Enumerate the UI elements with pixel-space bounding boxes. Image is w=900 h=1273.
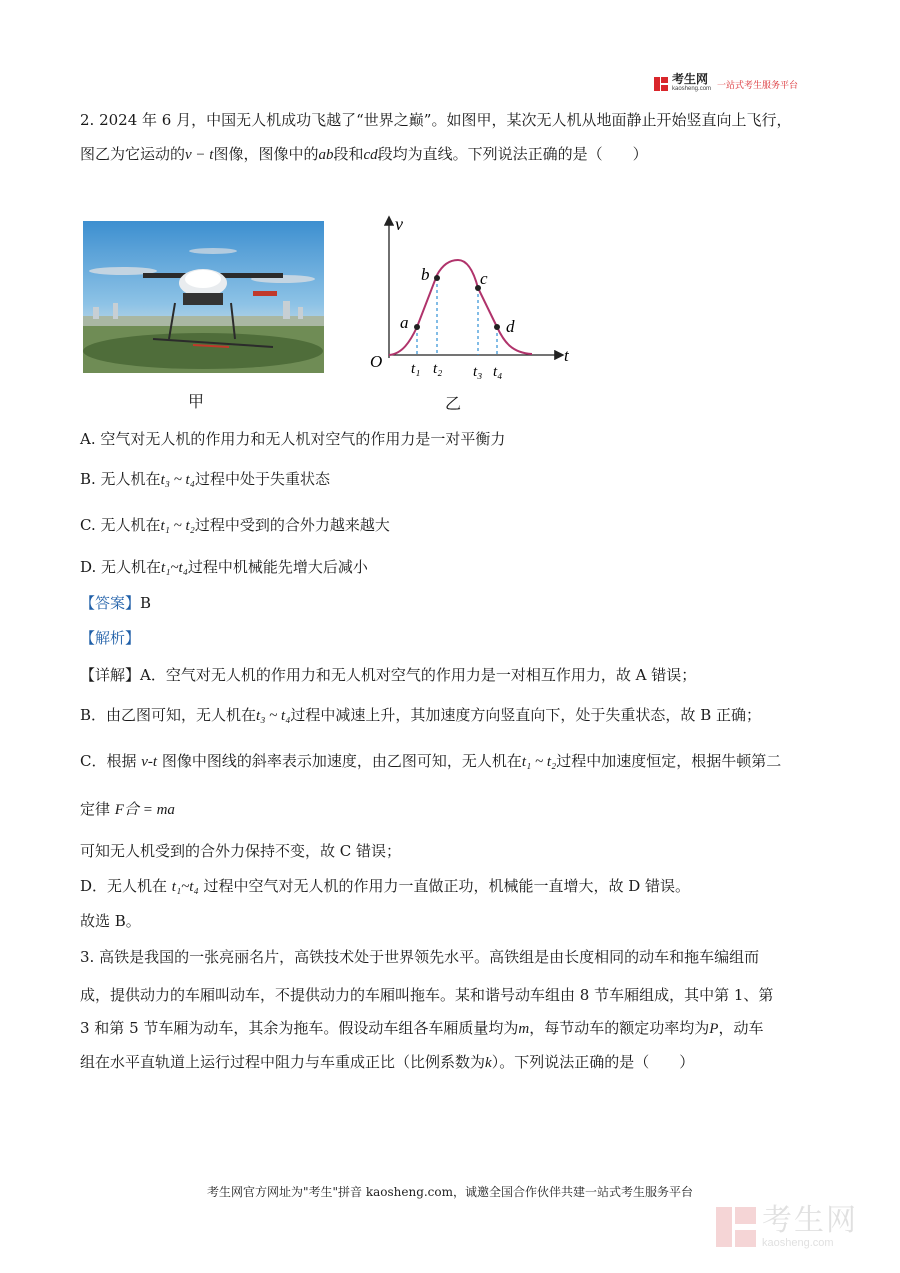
analysis-label: 【解析】: [80, 629, 141, 647]
vt-graph: [362, 210, 577, 385]
answer-line: 【答案】B: [80, 594, 152, 612]
option-b: B. 无人机在t₃ ~ t₄过程中处于失重状态: [80, 470, 330, 488]
logo-name: 考生网: [672, 72, 709, 86]
footer-text: 考生网官方网址为"考生"拼音 kaosheng.com，诚邀全国合作伙伴共建一站式考生服务平台: [206, 1185, 694, 1199]
caption-jia: 甲: [188, 392, 205, 411]
drone-photo: [83, 221, 324, 373]
q3-stem-line1: 3. 高铁是我国的一张亮丽名片，高铁技术处于世界领先水平。高铁组是由长度相同的动车和拖车编组而: [80, 948, 760, 966]
detail-a: 【详解】A．空气对无人机的作用力和无人机对空气的作用力是一对相互作用力，故 A 错误；: [80, 666, 697, 684]
watermark-logo-icon: [716, 1207, 756, 1247]
caption-yi: 乙: [445, 394, 462, 413]
kaosheng-logo-icon: [654, 77, 668, 91]
q2-stem-line2: 图乙为它运动的v − t图像，图像中的ab段和cd段均为直线。下列说法正确的是（ ）: [80, 145, 648, 163]
detail-b: B．由乙图可知，无人机在t₃ ~ t₄过程中减速上升，其加速度方向竖直向下，处于失重状态，故 B 正确；: [80, 706, 761, 724]
axis-v-label: v: [395, 214, 403, 234]
q2-stem-line1: 2. 2024 年 6 月，中国无人机成功飞越了“世界之巅”。如图甲，某次无人机从地面静止开始竖直向上飞行，: [80, 111, 792, 129]
q3-stem-line4: 组在水平直轨道上运行过程中阻力与车重成正比（比例系数为k）。下列说法正确的是（ ）: [80, 1053, 695, 1071]
tick-t1: t₁: [411, 361, 421, 377]
q3-stem-line3: 3 和第 5 节车厢为动车，其余为拖车。假设动车组各车厢质量均为m，每节动车的额定功率均为P，动车: [80, 1019, 764, 1037]
vt-curve: [389, 260, 532, 355]
option-d: D. 无人机在t₁~t₄过程中机械能先增大后减小: [80, 558, 368, 576]
axis-t-label: t: [564, 346, 569, 365]
option-a: A. 空气对无人机的作用力和无人机对空气的作用力是一对平衡力: [80, 430, 506, 448]
watermark-name: 考生网: [762, 1203, 858, 1238]
detail-c-formula: 定律 F合 = ma: [80, 800, 175, 818]
origin-label: O: [370, 352, 383, 371]
point-b: [434, 275, 440, 281]
point-d: [494, 324, 500, 330]
point-a: [414, 324, 420, 330]
tick-t2: t₂: [433, 361, 443, 377]
detail-d: D．无人机在 t₁~t₄ 过程中空气对无人机的作用力一直做正功，机械能一直增大，故 D 错误。: [80, 877, 691, 895]
detail-c-conclusion: 可知无人机受到的合外力保持不变，故 C 错误；: [80, 842, 402, 860]
q3-stem-line2: 成，提供动力的车厢叫动车，不提供动力的车厢叫拖车。某和谐号动车组由 8 节车厢组成，其中第 1、第: [80, 986, 774, 1004]
header-logo: [654, 74, 798, 94]
logo-slogan: 一站式考生服务平台: [717, 80, 799, 91]
label-b: b: [421, 265, 430, 284]
label-c: c: [480, 269, 488, 288]
tick-t3: t₃: [473, 364, 483, 380]
final-choice: 故选 B。: [80, 912, 141, 930]
detail-c: C．根据 v-t 图像中图线的斜率表示加速度，由乙图可知，无人机在t₁ ~ t₂过程中加速度恒定，根据牛顿第二: [80, 752, 782, 770]
logo-url: kaosheng.com: [672, 86, 712, 92]
watermark: [716, 1205, 858, 1249]
option-c: C. 无人机在t₁ ~ t₂过程中受到的合外力越来越大: [80, 516, 390, 534]
label-d: d: [506, 317, 515, 336]
label-a: a: [400, 313, 409, 332]
dashed-guides: [417, 278, 497, 355]
watermark-url: kaosheng.com: [762, 1237, 834, 1249]
tick-t4: t₄: [493, 364, 503, 380]
